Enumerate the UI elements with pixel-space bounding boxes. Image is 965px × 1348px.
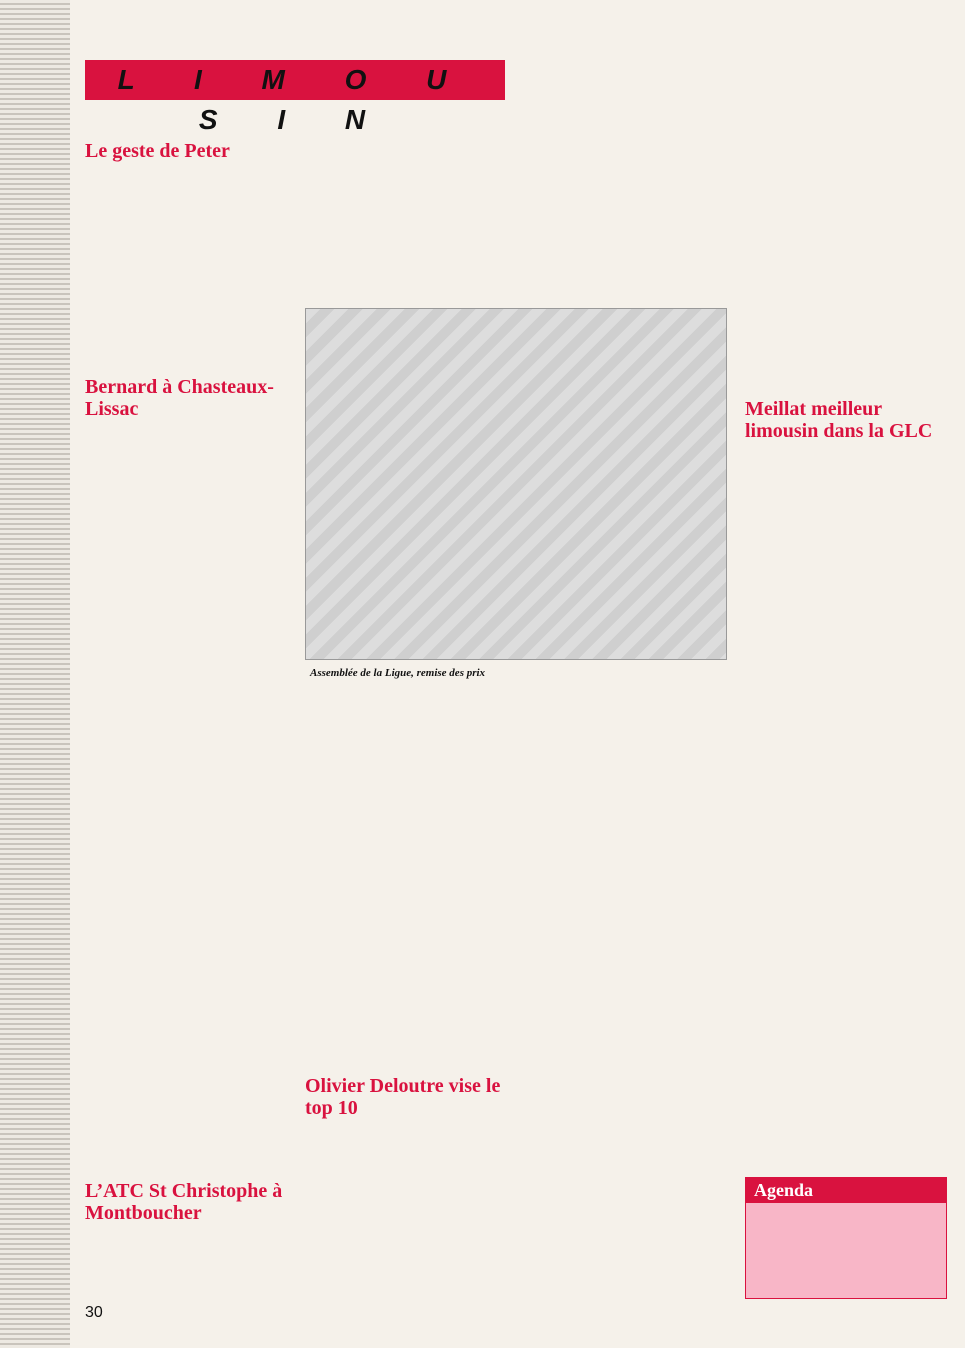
- agenda-title: Agenda: [746, 1178, 946, 1203]
- agenda-box: [745, 1177, 947, 1299]
- headline-4: Olivier Deloutre vise le top 10: [305, 1075, 501, 1119]
- headline-3: L’ATC St Christophe à Montboucher: [85, 1180, 283, 1224]
- decorative-sidebar: [0, 0, 70, 1348]
- headline-5: Meillat meilleur limousin dans la GLC: [745, 398, 933, 442]
- headline-2: Bernard à Chasteaux-Lissac: [85, 376, 274, 420]
- photo-placeholder: [305, 308, 727, 660]
- page-number: 30: [85, 1304, 103, 1321]
- headline-1: Le geste de Peter: [85, 140, 230, 162]
- section-banner: L I M O U S I N: [85, 60, 505, 100]
- photo-caption: Assemblée de la Ligue, remise des prix: [310, 667, 486, 679]
